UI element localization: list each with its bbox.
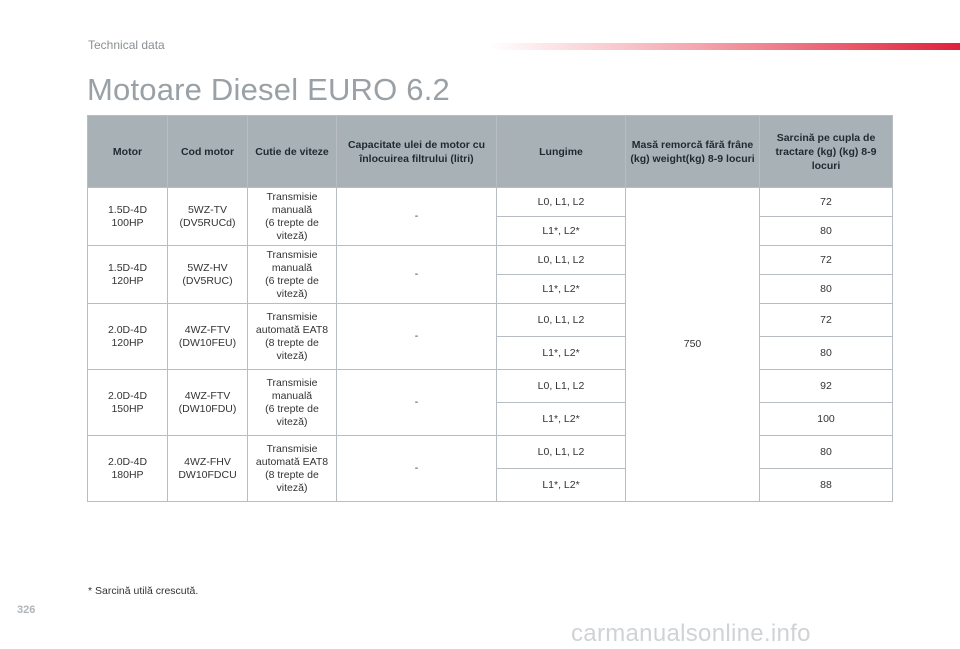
column-header: Cutie de viteze [248,116,337,188]
column-header: Masă remorcă fără frâne (kg) weight(kg) 8-9 locuri [626,116,760,188]
cell-line: viteză) [276,415,308,428]
length-cell: L0, L1, L2 [497,188,626,217]
cell-line: Transmisie [266,310,318,323]
cell-line: 1.5D-4D [107,261,148,274]
cell-line: (DV5RUCd) [179,216,236,229]
table-body [88,188,893,502]
column-header: Lungime [497,116,626,188]
cell-line: 150HP [111,402,144,415]
cell-line: manuală [271,389,313,402]
length-cell: L1*, L2* [497,275,626,304]
cell-line: 1.5D-4D [107,203,148,216]
page-title: Motoare Diesel EURO 6.2 [87,72,450,107]
cell-line: 5WZ-HV [187,261,228,274]
gearbox-cell [248,370,337,436]
length-cell: L0, L1, L2 [497,246,626,275]
oil-capacity-cell: - [337,370,497,436]
length-cell: L1*, L2* [497,337,626,370]
cell-line: (6 trepte de [265,274,319,287]
engine-code-cell [168,436,248,502]
cell-line: Transmisie [266,190,318,203]
gearbox-cell [248,188,337,246]
length-cell: L0, L1, L2 [497,304,626,337]
cell-line: 5WZ-TV [187,203,228,216]
cell-line: 120HP [111,274,144,287]
cell-line: viteză) [276,349,308,362]
cell-line: viteză) [276,481,308,494]
motor-cell [88,304,168,370]
towbar-load-cell: 72 [760,246,893,275]
cell-line: 4WZ-FTV [184,323,231,336]
table-row [88,246,893,275]
towbar-load-cell: 72 [760,304,893,337]
towbar-load-cell: 72 [760,188,893,217]
towbar-load-cell: 88 [760,469,893,502]
gearbox-cell [248,436,337,502]
length-cell: L1*, L2* [497,403,626,436]
header-accent-bar [490,43,960,50]
length-cell: L1*, L2* [497,469,626,502]
towbar-load-cell: 100 [760,403,893,436]
cell-line: 4WZ-FHV [184,455,231,468]
cell-line: automată EAT8 [255,455,329,468]
cell-line: viteză) [276,229,308,242]
cell-line: (6 trepte de [265,216,319,229]
cell-line: manuală [271,261,313,274]
cell-line: (DV5RUC) [182,274,233,287]
length-cell: L0, L1, L2 [497,370,626,403]
oil-capacity-cell: - [337,436,497,502]
cell-line: (6 trepte de [265,402,319,415]
cell-line: viteză) [276,287,308,300]
length-cell: L1*, L2* [497,217,626,246]
oil-capacity-cell: - [337,188,497,246]
length-cell: L0, L1, L2 [497,436,626,469]
watermark: carmanualsonline.info [571,620,811,647]
column-header: Sarcină pe cupla de tractare (kg) (kg) 8-9 locuri [760,116,893,188]
table-row [88,370,893,403]
motor-cell [88,246,168,304]
towbar-load-cell: 92 [760,370,893,403]
cell-line: Transmisie [266,248,318,261]
table-row [88,436,893,469]
cell-line: (8 trepte de [265,468,319,481]
cell-line: 120HP [111,336,144,349]
motor-cell [88,436,168,502]
engine-code-cell [168,304,248,370]
cell-line: manuală [271,203,313,216]
cell-line: (DW10FDU) [178,402,237,415]
cell-line: 2.0D-4D [107,389,148,402]
engine-code-cell [168,246,248,304]
section-label: Technical data [88,38,165,52]
cell-line: Transmisie [266,442,318,455]
cell-line: 180HP [111,468,144,481]
trailer-mass-cell: 750 [626,188,760,502]
oil-capacity-cell: - [337,246,497,304]
table-row [88,188,893,217]
table-header-row [88,116,893,188]
page-number: 326 [17,604,36,616]
towbar-load-cell: 80 [760,275,893,304]
towbar-load-cell: 80 [760,337,893,370]
table-row [88,304,893,337]
oil-capacity-cell: - [337,304,497,370]
column-header: Capacitate ulei de motor cu înlocuirea filtrului (litri) [337,116,497,188]
column-header: Motor [88,116,168,188]
towbar-load-cell: 80 [760,217,893,246]
footnote: * Sarcină utilă crescută. [88,585,199,597]
column-header: Cod motor [168,116,248,188]
engine-code-cell [168,370,248,436]
motor-cell [88,370,168,436]
cell-line: 2.0D-4D [107,455,148,468]
cell-line: 4WZ-FTV [184,389,231,402]
gearbox-cell [248,246,337,304]
cell-line: 100HP [111,216,144,229]
motor-cell [88,188,168,246]
cell-line: 2.0D-4D [107,323,148,336]
cell-line: DW10FDCU [178,468,237,481]
cell-line: Transmisie [266,376,318,389]
towbar-load-cell: 80 [760,436,893,469]
cell-line: (DW10FEU) [178,336,237,349]
cell-line: automată EAT8 [255,323,329,336]
cell-line: (8 trepte de [265,336,319,349]
diesel-engines-table [87,115,893,502]
engine-code-cell [168,188,248,246]
gearbox-cell [248,304,337,370]
